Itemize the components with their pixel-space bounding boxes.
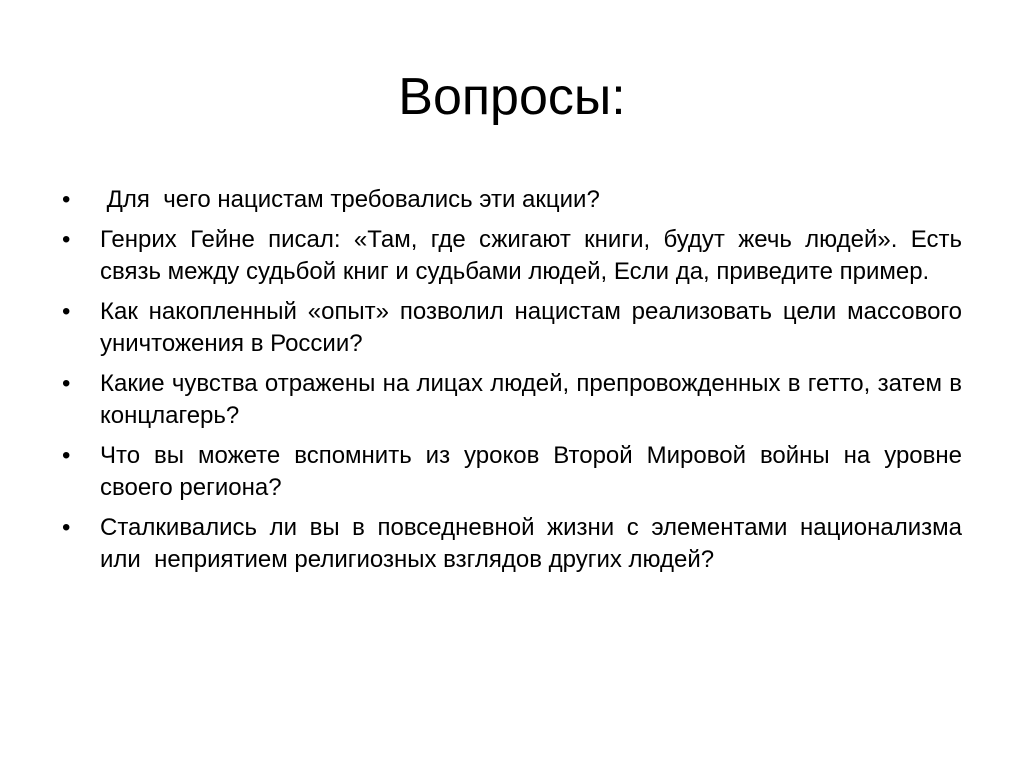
list-item: [56, 296, 969, 360]
list-item: [56, 368, 969, 432]
bullet-icon: •: [62, 186, 71, 213]
bullet-icon: •: [62, 226, 71, 253]
question-text: Что вы можете вспомнить из уроков Второй Мировой войны на уровне своего региона?: [100, 442, 969, 501]
list-item: [56, 512, 969, 576]
bullet-icon: •: [62, 514, 71, 541]
bullet-icon: •: [62, 298, 71, 325]
question-list: [56, 184, 969, 584]
question-text: Сталкивались ли вы в повседневной жизни с элементами национализма или неприятием религиозных взглядов других людей?: [100, 514, 969, 573]
question-text: Какие чувства отражены на лицах людей, препровожденных в гетто, затем в концлагерь?: [100, 370, 969, 429]
list-item: [56, 440, 969, 504]
list-item: [56, 224, 969, 288]
list-item: [56, 184, 962, 216]
question-text: Для чего нацистам требовались эти акции?: [100, 186, 600, 213]
bullet-icon: •: [62, 370, 71, 397]
slide-title: Вопросы:: [398, 68, 626, 126]
question-text: Как накопленный «опыт» позволил нацистам реализовать цели массового уничтожения в России?: [100, 298, 969, 357]
question-text: Генрих Гейне писал: «Там, где сжигают книги, будут жечь людей». Есть связь между судьбой книг и судьбами людей, Если да, приведите пример.: [100, 226, 969, 285]
bullet-icon: •: [62, 442, 71, 469]
